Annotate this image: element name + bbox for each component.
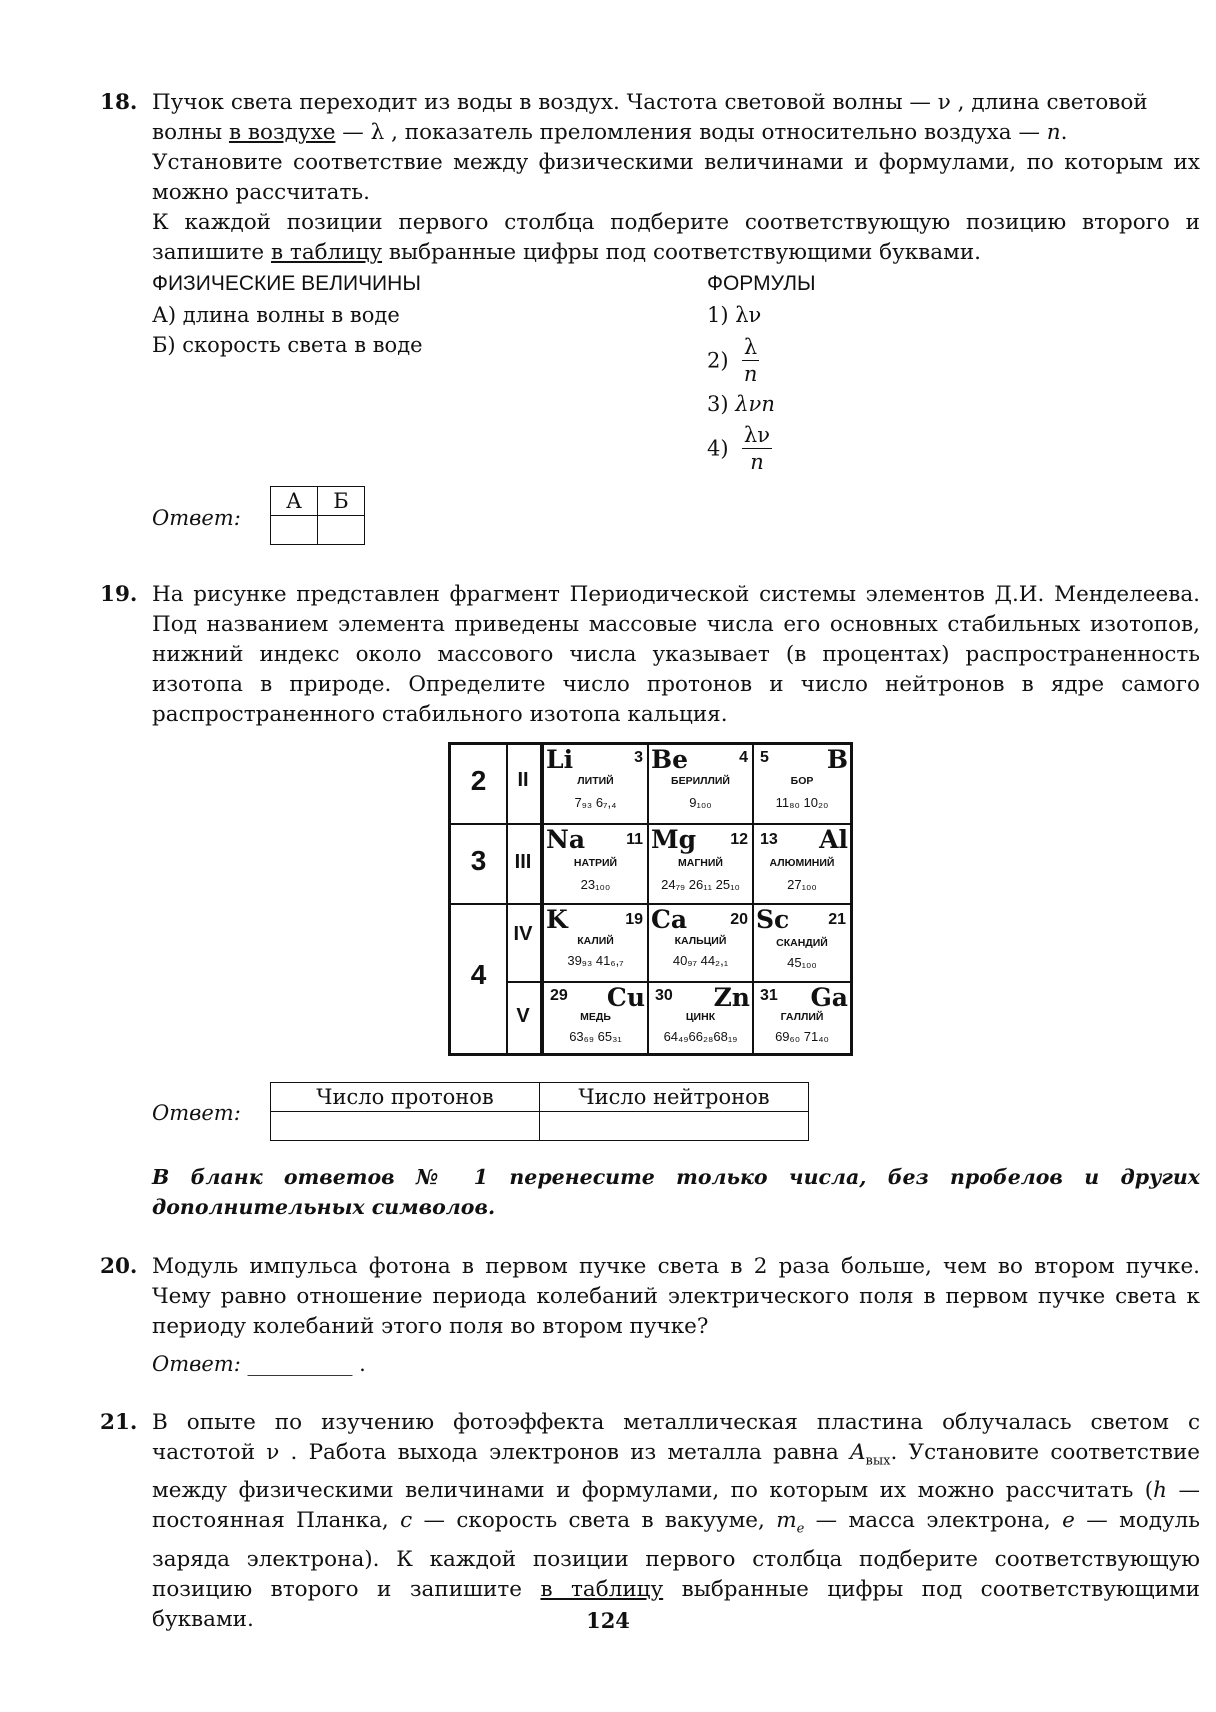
isotopes: 9₁₀₀	[689, 795, 712, 810]
row-cell	[506, 745, 540, 823]
q19-answer-table	[270, 1082, 809, 1141]
q18-item-a: А) длина волны в воде	[152, 303, 400, 327]
period-cell	[451, 903, 506, 1053]
formula-number: 3)	[707, 392, 729, 416]
fraction-numerator: λν	[743, 423, 770, 447]
q18-underline-in-air: в воздухе	[228, 120, 336, 145]
q18-formula-2	[707, 334, 759, 387]
q18-n: n	[1046, 120, 1061, 145]
element-name: КАЛИЙ	[577, 935, 614, 947]
atomic-number: 11	[626, 831, 643, 848]
q21-m-symbol: m	[776, 1508, 797, 1534]
q18-line2e: .	[1060, 120, 1068, 145]
element-name: ГАЛЛИЙ	[780, 1011, 824, 1023]
q18-answer-table	[270, 486, 365, 545]
q21-part: — модуль заряда электрона). К каждой позиции первого столбца подберите соответствующую позицию второго и запишите	[152, 1508, 1200, 1602]
formula-text: λν	[735, 303, 762, 327]
period-number: 3	[470, 845, 487, 876]
element-symbol: K	[546, 905, 568, 934]
element-cu	[544, 983, 647, 1053]
q18-line2	[152, 118, 1200, 148]
formula-number: 2)	[707, 348, 729, 373]
atomic-number: 29	[550, 987, 568, 1004]
q21-subscript: вых	[865, 1453, 891, 1469]
q21-part: В опыте по изучению фотоэффекта металлическая пластина облучалась светом с частотой ν . Работа выхода электронов из металла равна	[152, 1410, 1200, 1465]
element-name: СКАНДИЙ	[776, 937, 828, 949]
q18-line2c: — λ , показатель преломления воды относительно воздуха —	[335, 120, 1047, 145]
element-li	[544, 745, 647, 823]
element-al	[754, 825, 850, 903]
period-number: 4	[470, 959, 487, 990]
answer-cell-protons[interactable]	[271, 1112, 540, 1141]
element-sc	[754, 905, 850, 981]
row-number: II	[517, 769, 529, 791]
answer-col-neutrons: Число нейтронов	[540, 1083, 809, 1112]
q21-e-symbol: e	[1062, 1508, 1075, 1534]
q18-text	[152, 88, 1200, 268]
row-number: III	[514, 851, 532, 873]
q20-answer-label: Ответ:	[152, 1352, 241, 1376]
fraction-numerator: λ	[743, 335, 758, 359]
q21-part: . Установите соответствие между физическими величинами и формулами, по которым их можно рассчитать (	[152, 1440, 1200, 1504]
atomic-number: 30	[655, 987, 673, 1004]
fraction-denominator: n	[750, 450, 764, 474]
q18-formula-4	[707, 422, 772, 475]
atomic-number: 20	[730, 911, 748, 928]
element-name: ЦИНК	[685, 1011, 716, 1023]
atomic-number: 31	[760, 987, 778, 1004]
answer-cell-neutrons[interactable]	[540, 1112, 809, 1141]
q21-part: — масса электрона,	[804, 1508, 1063, 1534]
atomic-number: 19	[625, 911, 643, 928]
q21-text	[152, 1408, 1200, 1635]
q21-work-function-symbol: A	[849, 1440, 866, 1465]
row-number: IV	[513, 923, 533, 945]
element-mg	[649, 825, 752, 903]
isotopes: 23₁₀₀	[580, 877, 611, 892]
q21-underline-table: в таблицу	[540, 1576, 664, 1602]
formula-text: λνn	[735, 392, 775, 416]
q18-line1: Пучок света переходит из воды в воздух. Частота световой волны — ν , длина световой	[152, 90, 1148, 115]
q18-col2-head: ФОРМУЛЫ	[707, 272, 816, 295]
element-symbol: Cu	[606, 983, 645, 1012]
atomic-number: 4	[739, 749, 748, 766]
q21-subscript: e	[796, 1521, 805, 1537]
q21-c-symbol: c	[400, 1508, 413, 1534]
element-name: АЛЮМИНИЙ	[769, 857, 835, 869]
q19-answer-label: Ответ:	[152, 1101, 241, 1125]
element-be	[649, 745, 752, 823]
q21-part: выбранные цифры под соответствующими буквами.	[152, 1576, 1200, 1632]
element-b	[754, 745, 850, 823]
q18-line2a: волны	[152, 120, 229, 145]
atomic-number: 5	[760, 749, 769, 766]
element-symbol: Li	[546, 745, 574, 774]
element-symbol: Be	[651, 745, 689, 774]
element-name: НАТРИЙ	[573, 857, 618, 869]
element-symbol: B	[826, 745, 848, 774]
element-symbol: Sc	[756, 905, 790, 934]
element-ga	[754, 983, 850, 1053]
q18-col1-head: ФИЗИЧЕСКИЕ ВЕЛИЧИНЫ	[152, 272, 421, 295]
element-symbol: Na	[546, 825, 586, 854]
row-number: V	[516, 1005, 530, 1027]
isotopes: 45₁₀₀	[787, 955, 817, 970]
q20-number: 20.	[100, 1254, 138, 1279]
q21-h-symbol: h	[1153, 1478, 1168, 1504]
atomic-number: 13	[760, 831, 778, 848]
row-cell	[506, 903, 540, 981]
element-symbol: Ga	[810, 983, 848, 1012]
answer-col-b: Б	[318, 487, 365, 516]
answer-col-protons: Число протонов	[271, 1083, 540, 1112]
element-symbol: Zn	[713, 983, 750, 1012]
element-symbol: Al	[819, 825, 848, 854]
fraction-denominator: n	[743, 362, 758, 386]
q18-number: 18.	[100, 90, 138, 115]
period-cell	[451, 745, 506, 823]
element-name: КАЛЬЦИЙ	[674, 935, 727, 947]
q18-line3: Установите соответствие между физическими величинами и формулами, по которым их можно рассчитать.	[152, 150, 1200, 205]
isotopes: 24₇₉ 26₁₁ 25₁₀	[661, 877, 740, 892]
element-name: МЕДЬ	[580, 1011, 611, 1023]
period-number: 2	[470, 765, 487, 796]
isotopes: 40₉₇ 44₂,₁	[672, 953, 729, 968]
q20-answer-dot: .	[359, 1352, 366, 1376]
isotopes: 11₈₀ 10₂₀	[775, 795, 829, 810]
answer-cell-b[interactable]	[318, 516, 365, 545]
periodic-table-fragment	[448, 742, 853, 1056]
element-zn	[649, 983, 752, 1053]
isotopes: 64₄₉66₂₈68₁₉	[663, 1029, 738, 1044]
q20-text: Модуль импульса фотона в первом пучке света в 2 раза больше, чем во втором пучке. Чему равно отношение периода колебаний электрического поля в первом пучке света к периоду колебаний этого поля во втором пучке?	[152, 1254, 1200, 1339]
isotopes: 69₆₀ 71₄₀	[775, 1029, 829, 1044]
atomic-number: 12	[730, 831, 748, 848]
fraction	[742, 334, 759, 387]
q18-line4	[152, 208, 1200, 268]
q18-formula-3	[707, 389, 775, 419]
q18-answer-label: Ответ:	[152, 506, 241, 530]
isotopes: 63₆₉ 65₃₁	[569, 1029, 622, 1044]
element-ca	[649, 905, 752, 981]
q20-answer-blank[interactable]: __________	[247, 1352, 353, 1376]
element-na	[544, 825, 647, 903]
q19-number: 19.	[100, 582, 138, 607]
period-cell	[451, 823, 506, 903]
q21-number: 21.	[100, 1410, 138, 1435]
isotopes: 27₁₀₀	[787, 877, 817, 892]
q18-line4c: выбранные цифры под соответствующими буквами.	[382, 240, 981, 265]
row-cell	[506, 823, 540, 903]
fraction	[742, 422, 772, 475]
row-cell	[506, 981, 540, 1053]
element-k	[544, 905, 647, 981]
atomic-number: 21	[828, 911, 846, 928]
q18-formula-1	[707, 300, 761, 330]
formula-number: 4)	[707, 436, 729, 461]
atomic-number: 3	[634, 749, 643, 766]
element-name: БОР	[790, 775, 814, 787]
q19-text: На рисунке представлен фрагмент Периодической системы элементов Д.И. Менделеева. Под названием элемента приведены массовые числа его основных стабильных изотопов, нижний индекс около массового числа указывает (в процентах) распространенность изотопа в природе. Определите число протонов и число нейтронов в ядре самого распространенного стабильного изотопа кальция.	[152, 582, 1200, 727]
isotopes: 39₉₃ 41₆,₇	[567, 953, 624, 968]
element-name: БЕРИЛЛИЙ	[671, 775, 730, 787]
q21-part: — скорость света в вакууме,	[412, 1508, 777, 1534]
element-symbol: Mg	[651, 825, 697, 854]
element-symbol: Ca	[651, 905, 688, 934]
element-name: МАГНИЙ	[678, 857, 723, 869]
q18-item-b: Б) скорость света в воде	[152, 333, 423, 357]
answer-col-a: А	[271, 487, 318, 516]
q20-answer-row	[152, 1352, 366, 1376]
formula-number: 1)	[707, 303, 729, 327]
q19-instruction-note: В бланк ответов № 1 перенесите только числа, без пробелов и других дополнительных символов.	[152, 1165, 1200, 1219]
isotopes: 7₉₃ 6₇,₄	[574, 795, 617, 810]
q18-line4a: К каждой позиции первого столбца подберите соответствующую позицию второго и запишите	[152, 210, 1200, 265]
page-number: 124	[586, 1608, 630, 1633]
q21-part: — постоянная Планка,	[152, 1478, 1201, 1534]
q18-underline-table: в таблицу	[270, 240, 383, 265]
element-name: ЛИТИЙ	[577, 775, 614, 787]
answer-cell-a[interactable]	[271, 516, 318, 545]
